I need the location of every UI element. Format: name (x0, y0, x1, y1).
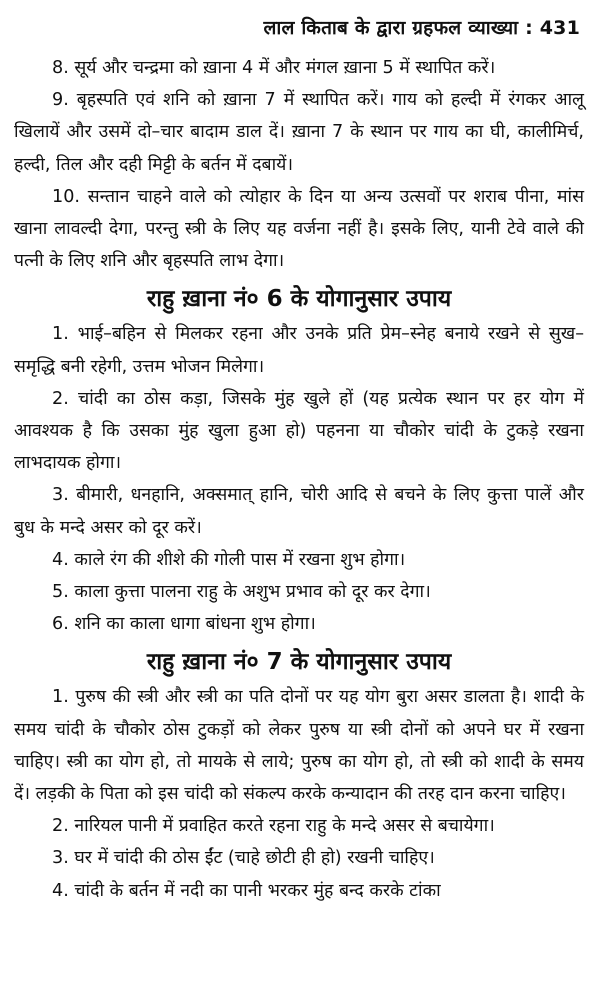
house-7-item-1: 1. पुरुष की स्त्री और स्त्री का पति दोनों पर यह योग बुरा असर डालता है। शादी के समय चांदी के चौकोर ठोस टुकड़ों को लेकर पुरुष या स्त्री दोनों को अपने घर में रखना चाहिए। स्त्री का योग हो, तो मायके से लाये; पुरुष का योग हो, तो स्त्री को शादी के समय दें। लड़की के पिता को इस चांदी को संकल्प करके कन्यादान की तरह दान करना चाहिए। (14, 687, 584, 805)
section-heading-house-6: राहु ख़ाना नं० 6 के योगानुसार उपाय (146, 286, 452, 313)
intro-item-10: 10. सन्तान चाहने वाले को त्योहार के दिन या अन्य उत्सवों पर शराब पीना, मांस खाना लावल्दी देगा, परन्तु स्त्री के लिए यह वर्जना नहीं है। इसके लिए, यानी टेवे वाले की पत्नी के लिए शनि और बृहस्पति लाभ देगा। (14, 186, 584, 272)
house-6-item-5: 5. काला कुत्ता पालना राहु के अशुभ प्रभाव को दूर कर देगा। (52, 582, 431, 603)
house-6-item-1: 1. भाई–बहिन से मिलकर रहना और उनके प्रति प्रेम–स्नेह बनाये रखने से सुख–समृद्धि बनी रहेगी, उत्तम भोजन मिलेगा। (14, 324, 584, 377)
page-body (14, 52, 584, 907)
section-heading-house-7: राहु ख़ाना नं० 7 के योगानुसार उपाय (146, 649, 452, 676)
running-header: लाल किताब के द्वारा ग्रहफल व्याख्या : 431 (263, 17, 580, 39)
house-6-item-6: 6. शनि का काला धागा बांधना शुभ होगा। (52, 614, 316, 635)
intro-item-8: 8. सूर्य और चन्द्रमा को ख़ाना 4 में और मंगल ख़ाना 5 में स्थापित करें। (52, 58, 496, 78)
house-7-item-4: 4. चांदी के बर्तन में नदी का पानी भरकर मुंह बन्द करके टांका (52, 880, 441, 901)
intro-item-9: 9. बृहस्पति एवं शनि को ख़ाना 7 में स्थापित करें। गाय को हल्दी में रंगकर आलू खिलायें और उसमें दो–चार बादाम डाल दें। ख़ाना 7 के स्थान पर गाय का घी, कालीमिर्च, हल्दी, तिल और दही मिट्टी के बर्तन में दबायें। (14, 90, 584, 175)
house-7-item-3: 3. घर में चांदी की ठोस ईंट (चाहे छोटी ही हो) रखनी चाहिए। (52, 848, 435, 869)
house-6-item-3: 3. बीमारी, धनहानि, अक्समात् हानि, चोरी आदि से बचने के लिए कुत्ता पालें और बुध के मन्दे असर को दूर करें। (14, 485, 584, 538)
house-6-item-2: 2. चांदी का ठोस कड़ा, जिसके मुंह खुले हों (यह प्रत्येक स्थान पर हर योग में आवश्यक है कि उसका मुंह खुला हुआ हो) पहनना या चौकोर चांदी के टुकड़े रखना लाभदायक होगा। (14, 388, 584, 474)
house-6-item-4: 4. काले रंग की शीशे की गोली पास में रखना शुभ होगा। (52, 549, 406, 570)
house-7-item-2: 2. नारियल पानी में प्रवाहित करते रहना राहु के मन्दे असर से बचायेगा। (52, 816, 495, 837)
